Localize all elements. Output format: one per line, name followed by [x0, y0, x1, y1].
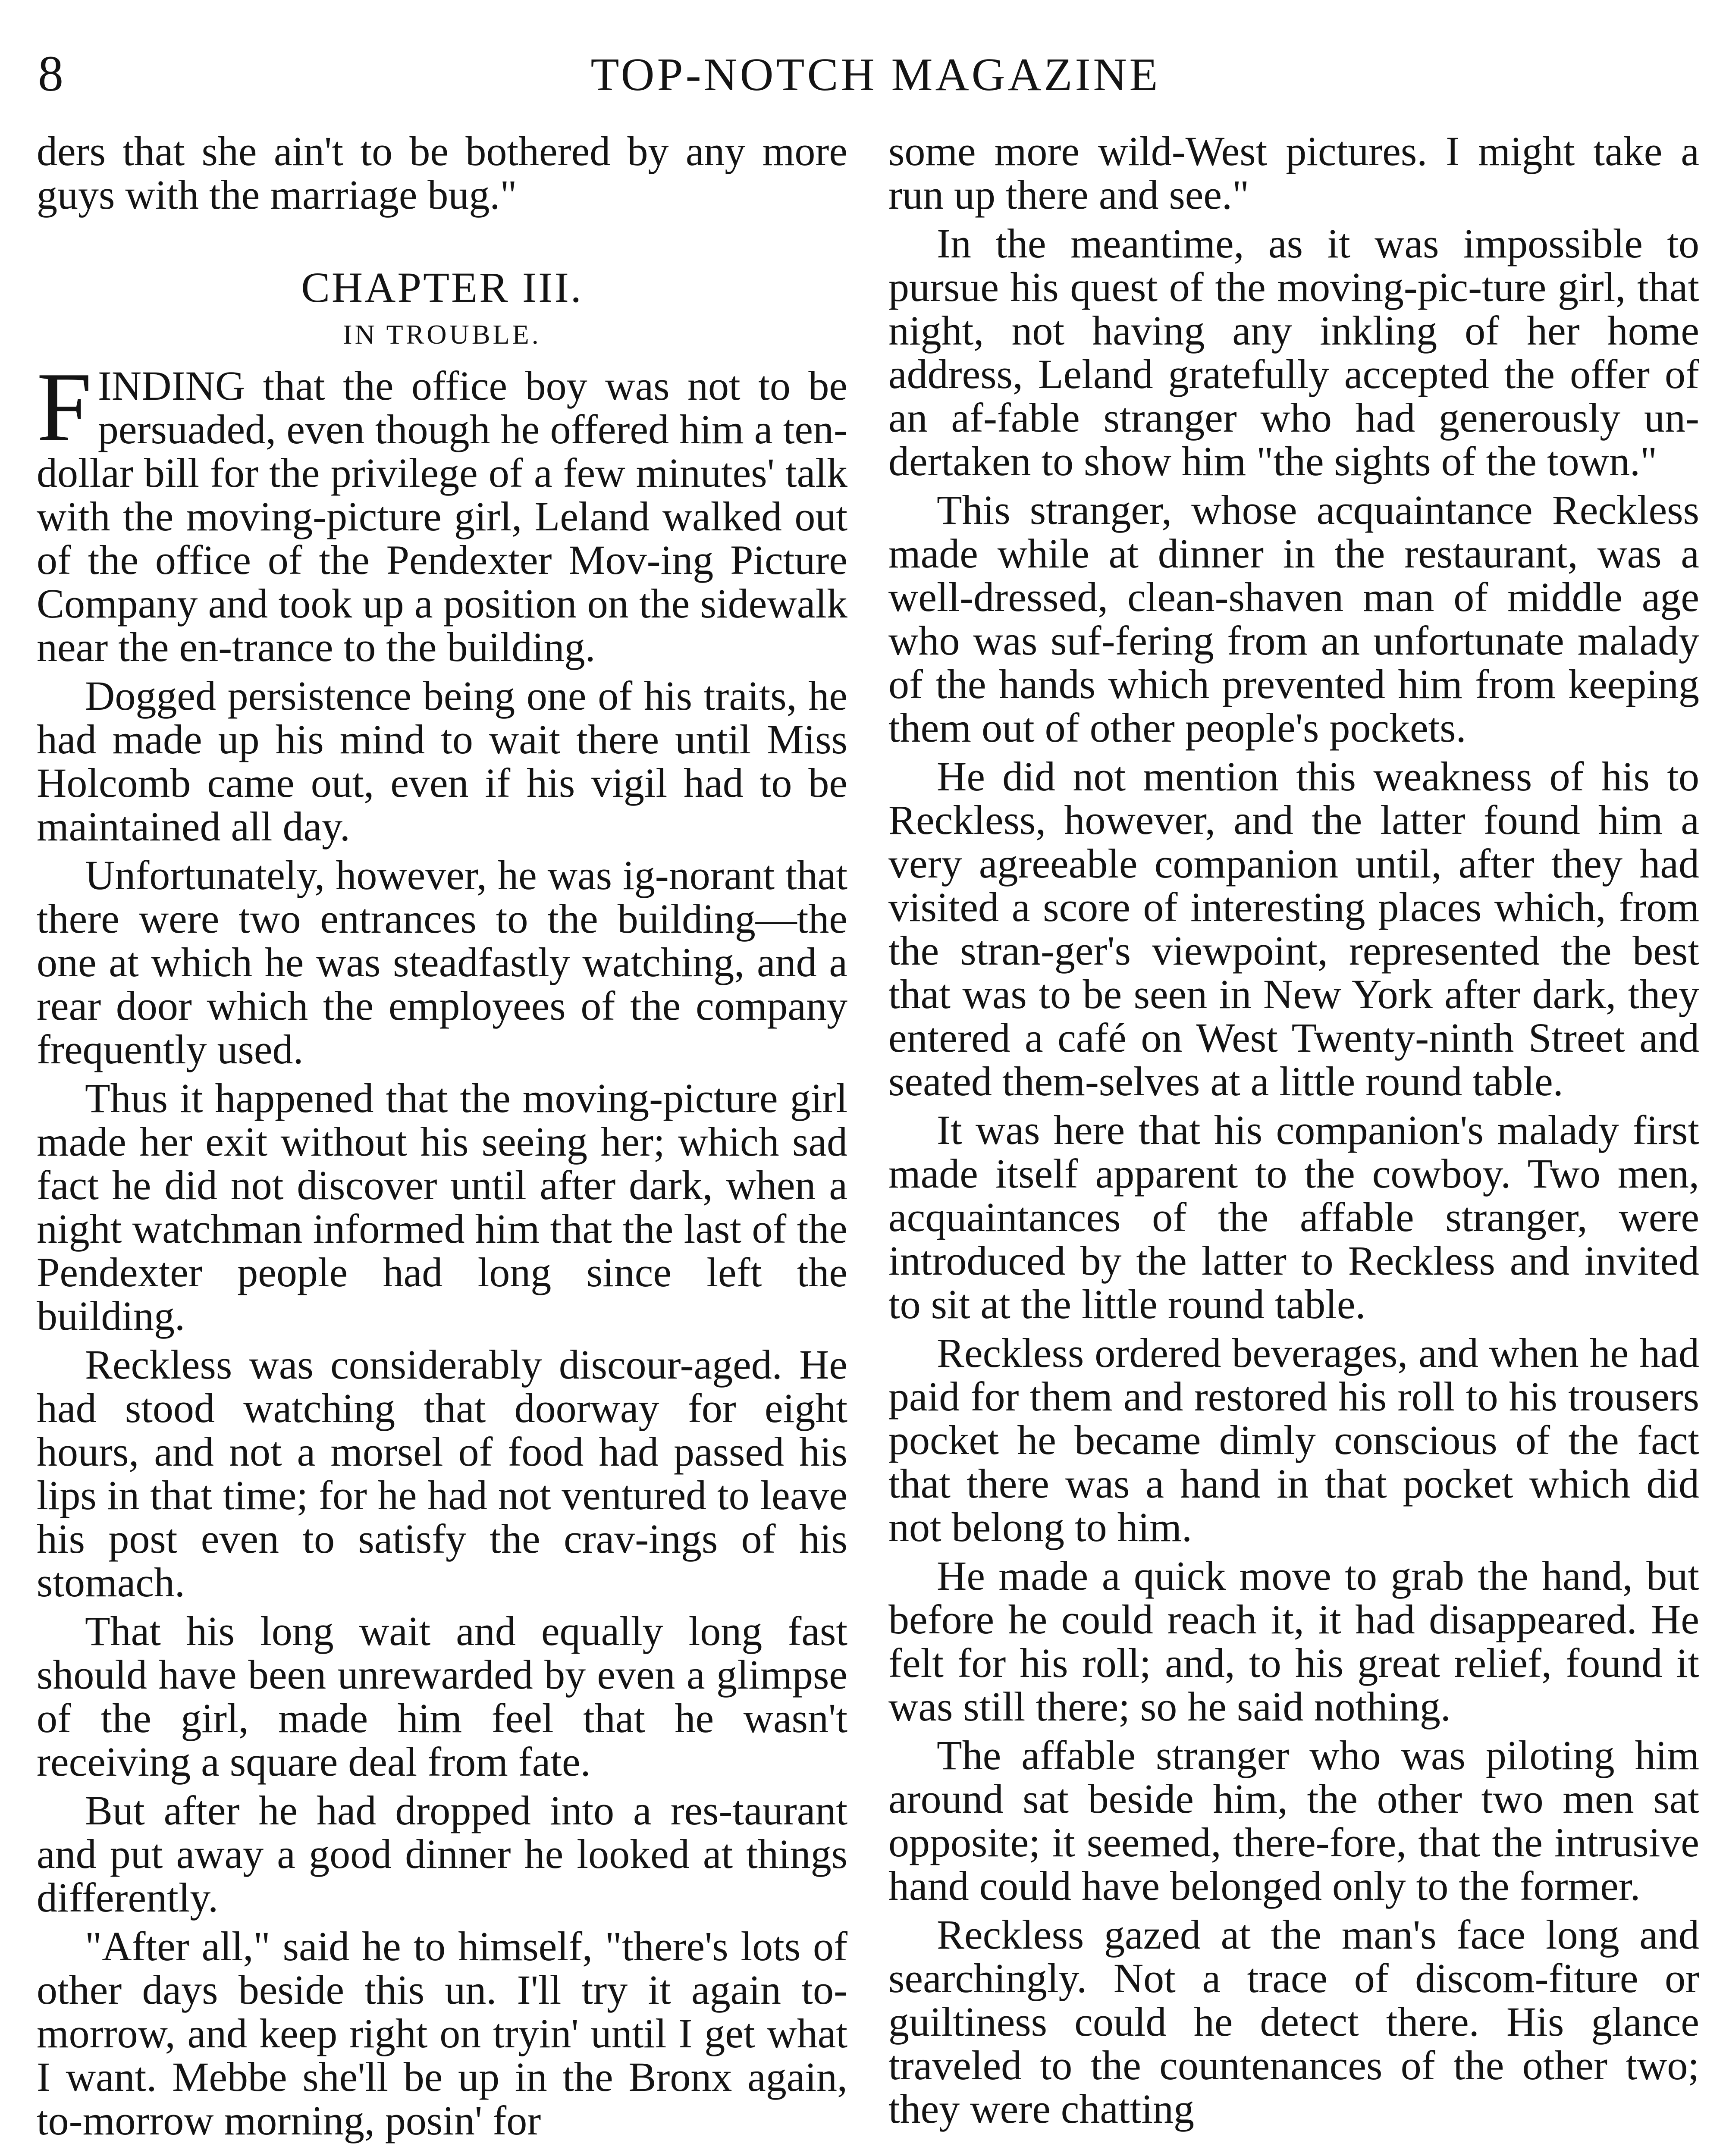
chapter-subtitle: IN TROUBLE. — [343, 319, 541, 350]
page-header — [0, 26, 1726, 103]
paragraph: In the meantime, as it was impossible to pursue his quest of the moving-pic-ture girl, that night, not having any inkling of her home address, Leland gratefully accepted the offer of an af-fable stranger who had generously un-dertaken to show him "the sights of the town." — [888, 220, 1699, 484]
drop-cap: F — [37, 352, 92, 462]
right-column — [888, 129, 1699, 2156]
paragraph: Thus it happened that the moving-picture girl made her exit without his seeing her; which sad fact he did not discover until after dark, when a night watchman informed him that the last of the Pendexter people had long since left the building. — [37, 1075, 847, 1339]
paragraph: Reckless was considerably discour-aged. He had stood watching that doorway for eight hours, and not a morsel of food had passed his lips in that time; for he had not ventured to leave his post even to satisfy the crav-ings of his stomach. — [37, 1341, 847, 1605]
left-column — [37, 129, 847, 2156]
paragraph: It was here that his companion's malady first made itself apparent to the cowboy. Two men, acquaintances of the affable stranger, were introduced by the latter to Reckless and invited to sit at the little round table. — [888, 1107, 1699, 1327]
paragraph: But after he had dropped into a res-taurant and put away a good dinner he looked at things differently. — [37, 1787, 847, 1921]
magazine-title: TOP-NOTCH MAGAZINE — [590, 49, 1161, 100]
paragraph: Reckless ordered beverages, and when he had paid for them and restored his roll to his trousers pocket he became dimly conscious of the fact that there was a hand in that pocket which did not belong to him. — [888, 1330, 1699, 1550]
paragraph: He made a quick move to grab the hand, but before he could reach it, it had disappeared. He felt for his roll; and, to his great relief, found it was still there; so he said nothing. — [888, 1553, 1699, 1730]
chapter-title: CHAPTER III. — [301, 263, 583, 311]
paragraph: He did not mention this weakness of his to Reckless, however, and the latter found him a very agreeable companion until, after they had visited a score of interesting places which, from the stran-ger's viewpoint, represented the best that was to be seen in New York after dark, they entered a café on West Twenty-ninth Street and seated them-selves at a little round table. — [888, 753, 1699, 1104]
paragraph: some more wild-West pictures. I might take a run up there and see." — [888, 129, 1699, 218]
opening-text: INDING that the office boy was not to be persuaded, even though he offered him a ten-dollar bill for the privilege of a few minutes' talk with the moving-picture girl, Leland walked out of the office of the Pendexter Mov-ing Picture Company and took up a position on the sidewalk near the en-trance to the building. — [37, 363, 847, 670]
page-number: 8 — [38, 45, 64, 102]
paragraph: "After all," said he to himself, "there's lots of other days beside this un. I'll try it again to-morrow, and keep right on tryin' until I get what I want. Mebbe she'll be up in the Bronx again, to-morrow morning, posin' for — [37, 1923, 847, 2143]
paragraph: That his long wait and equally long fast should have been unrewarded by even a glimpse of the girl, made him feel that he wasn't receiving a square deal from fate. — [37, 1608, 847, 1785]
paragraph: Unfortunately, however, he was ig-norant that there were two entrances to the building—the one at which he was steadfastly watching, and a rear door which the employees of the company frequently used. — [37, 852, 847, 1072]
paragraph: Dogged persistence being one of his traits, he had made up his mind to wait there until Miss Holcomb came out, even if his vigil had to be maintained all day. — [37, 673, 847, 849]
paragraph: This stranger, whose acquaintance Reckless made while at dinner in the restaurant, was a well-dressed, clean-shaven man of middle age who was suf-fering from an unfortunate malady of the hands which prevented him from keeping them out of other people's pockets. — [888, 487, 1699, 751]
paragraph: ders that she ain't to be bothered by any more guys with the marriage bug." — [37, 129, 847, 218]
paragraph: Reckless gazed at the man's face long and searchingly. Not a trace of discom-fiture or guiltiness could he detect there. His glance traveled to the countenances of the other two; they were chatting — [888, 1912, 1699, 2132]
opening-paragraph — [37, 352, 847, 670]
paragraph: The affable stranger who was piloting him around sat beside him, the other two men sat opposite; it seemed, there-fore, that the intrusive hand could have belonged only to the former. — [888, 1732, 1699, 1909]
